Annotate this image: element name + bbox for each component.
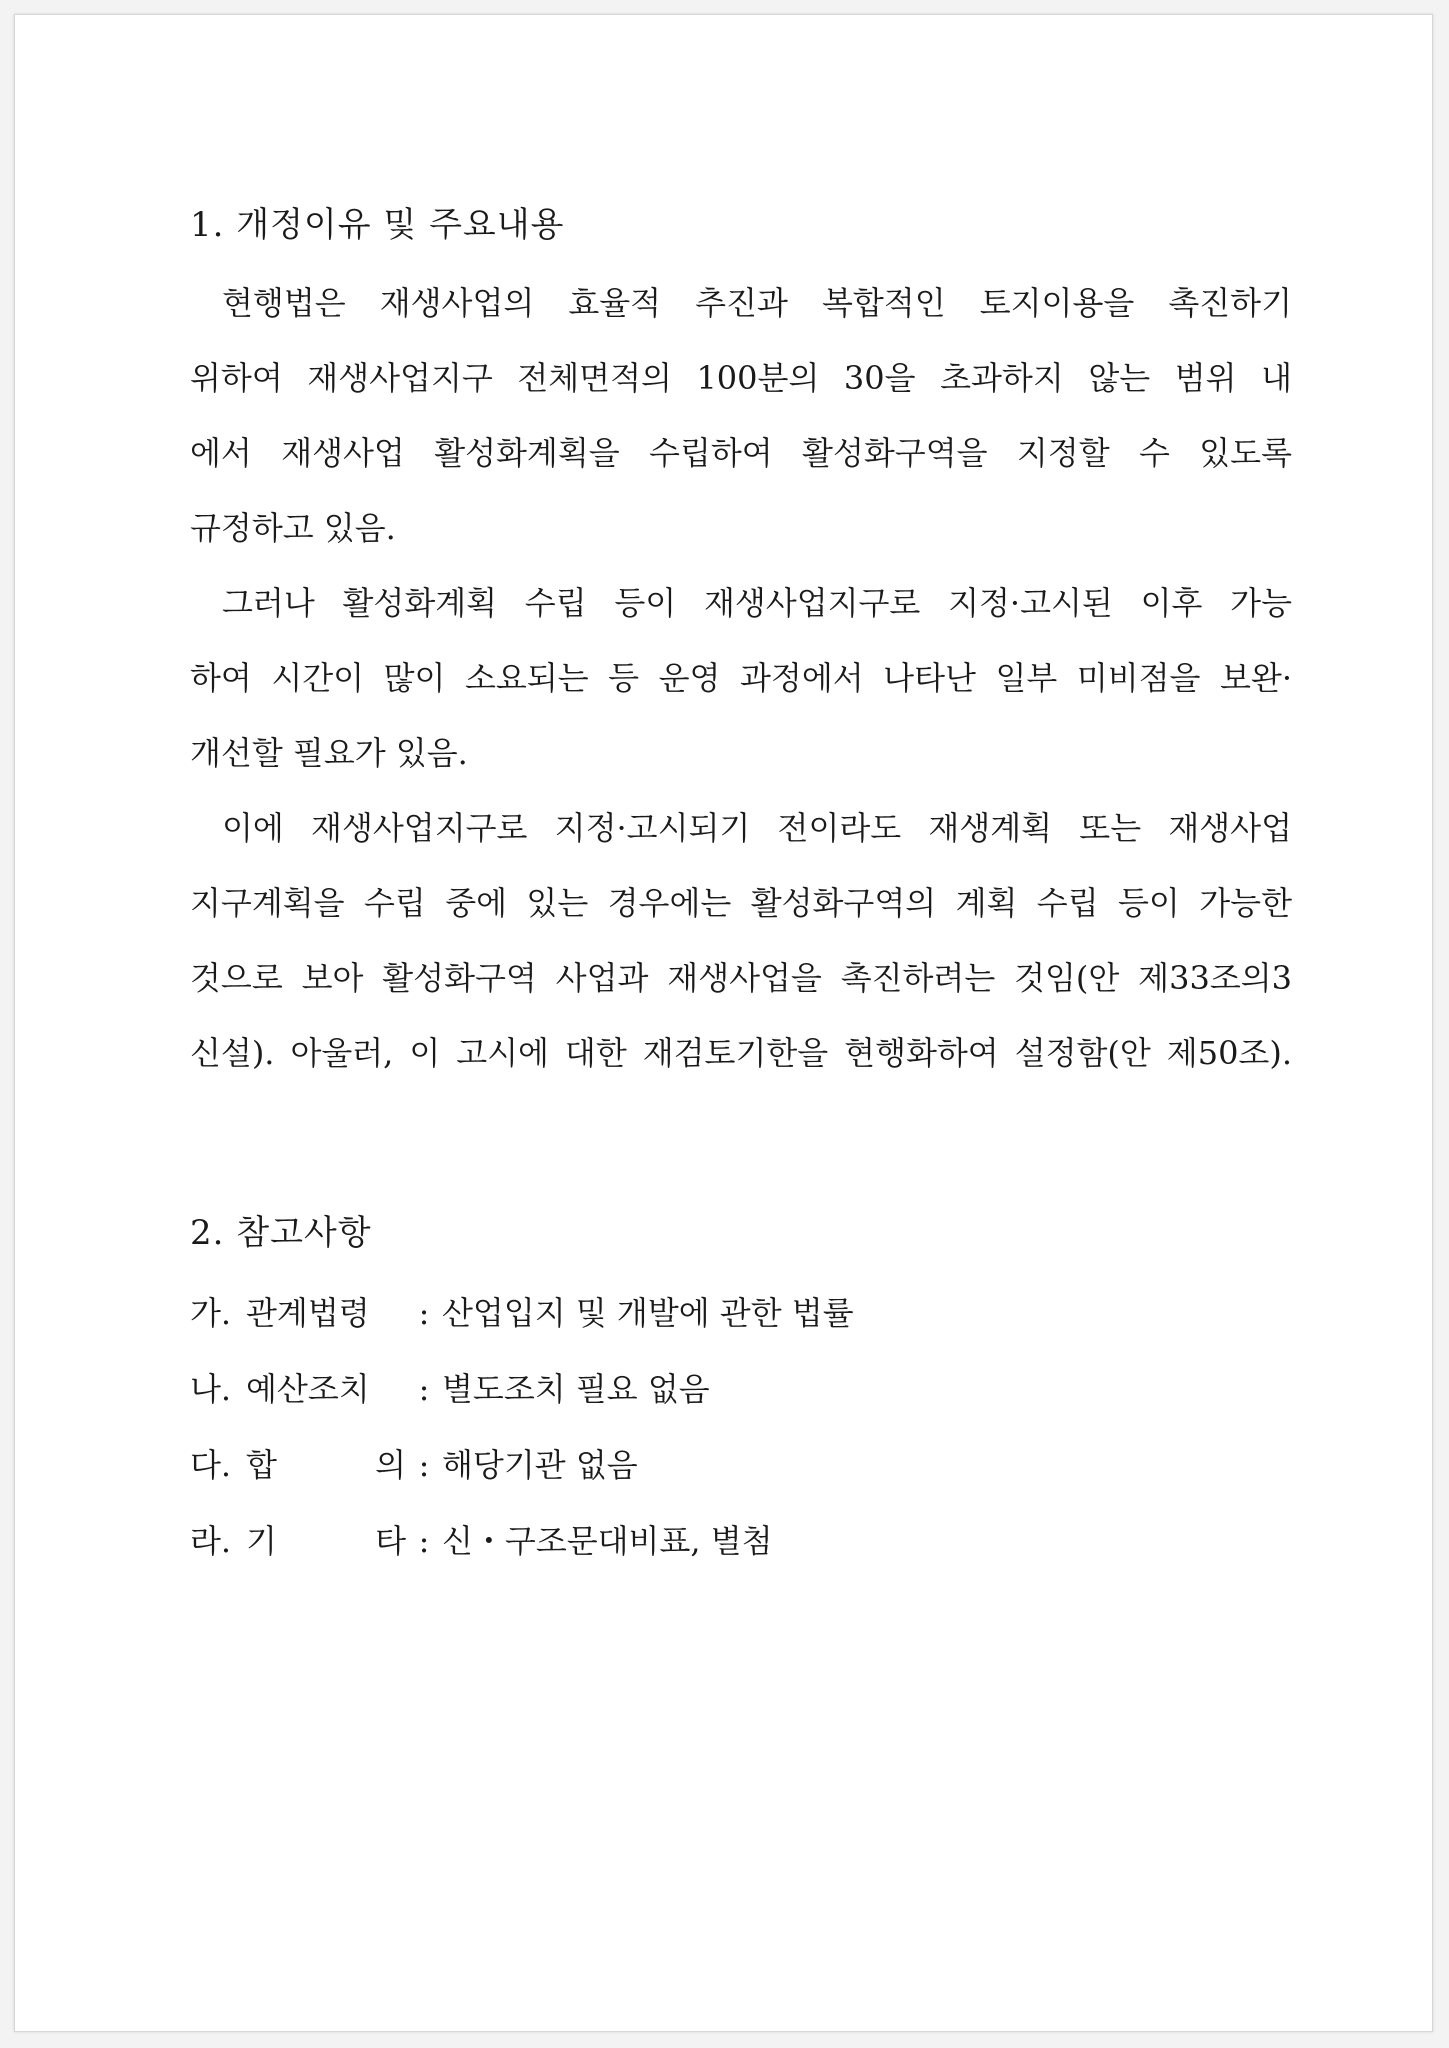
paragraph-3-line: 것으로 보아 활성화구역 사업과 재생사업을 촉진하려는 것임(안 제33조의3 [190, 959, 1292, 997]
paragraph-1-line: 규정하고 있음. [190, 509, 396, 547]
item-value: 산업입지 및 개발에 관한 법률 [442, 1294, 854, 1332]
document-page [14, 14, 1433, 2032]
item-value: 별도조치 필요 없음 [442, 1370, 710, 1408]
item-label: 합 의 [246, 1446, 406, 1484]
item-marker: 나. [190, 1370, 232, 1408]
item-label: 예산조치 [246, 1370, 370, 1408]
item-marker: 가. [190, 1294, 232, 1332]
item-colon: : [418, 1294, 430, 1332]
reference-item-other [190, 1516, 773, 1562]
item-label: 관계법령 [246, 1294, 370, 1332]
paragraph-2-line: 그러나 활성화계획 수립 등이 재생사업지구로 지정·고시된 이후 가능 [222, 584, 1292, 622]
item-marker: 라. [190, 1522, 232, 1560]
reference-item-related-law [190, 1288, 854, 1334]
reference-item-budget [190, 1364, 710, 1410]
paragraph-1-line: 에서 재생사업 활성화계획을 수립하여 활성화구역을 지정할 수 있도록 [190, 434, 1292, 472]
item-marker: 다. [190, 1446, 232, 1484]
paragraph-3-line: 신설). 아울러, 이 고시에 대한 재검토기한을 현행화하여 설정함(안 제50조). [190, 1034, 1292, 1072]
item-value: 해당기관 없음 [442, 1446, 638, 1484]
paragraph-1-line: 위하여 재생사업지구 전체면적의 100분의 30을 초과하지 않는 범위 내 [190, 359, 1292, 397]
reference-item-consultation [190, 1440, 638, 1486]
item-colon: : [418, 1370, 430, 1408]
section-2-title: 2. 참고사항 [190, 1213, 372, 1253]
item-colon: : [418, 1446, 430, 1484]
paragraph-2-line: 하여 시간이 많이 소요되는 등 운영 과정에서 나타난 일부 미비점을 보완· [190, 659, 1292, 697]
section-1-title: 1. 개정이유 및 주요내용 [190, 205, 565, 245]
paragraph-3-line: 지구계획을 수립 중에 있는 경우에는 활성화구역의 계획 수립 등이 가능한 [190, 884, 1292, 922]
paragraph-2-line: 개선할 필요가 있음. [190, 734, 468, 772]
paragraph-3-line: 이에 재생사업지구로 지정·고시되기 전이라도 재생계획 또는 재생사업 [222, 809, 1292, 847]
item-value: 신・구조문대비표, 별첨 [442, 1522, 773, 1560]
item-colon: : [418, 1522, 430, 1560]
item-label: 기 타 [246, 1522, 406, 1560]
paragraph-1-line: 현행법은 재생사업의 효율적 추진과 복합적인 토지이용을 촉진하기 [222, 284, 1292, 322]
